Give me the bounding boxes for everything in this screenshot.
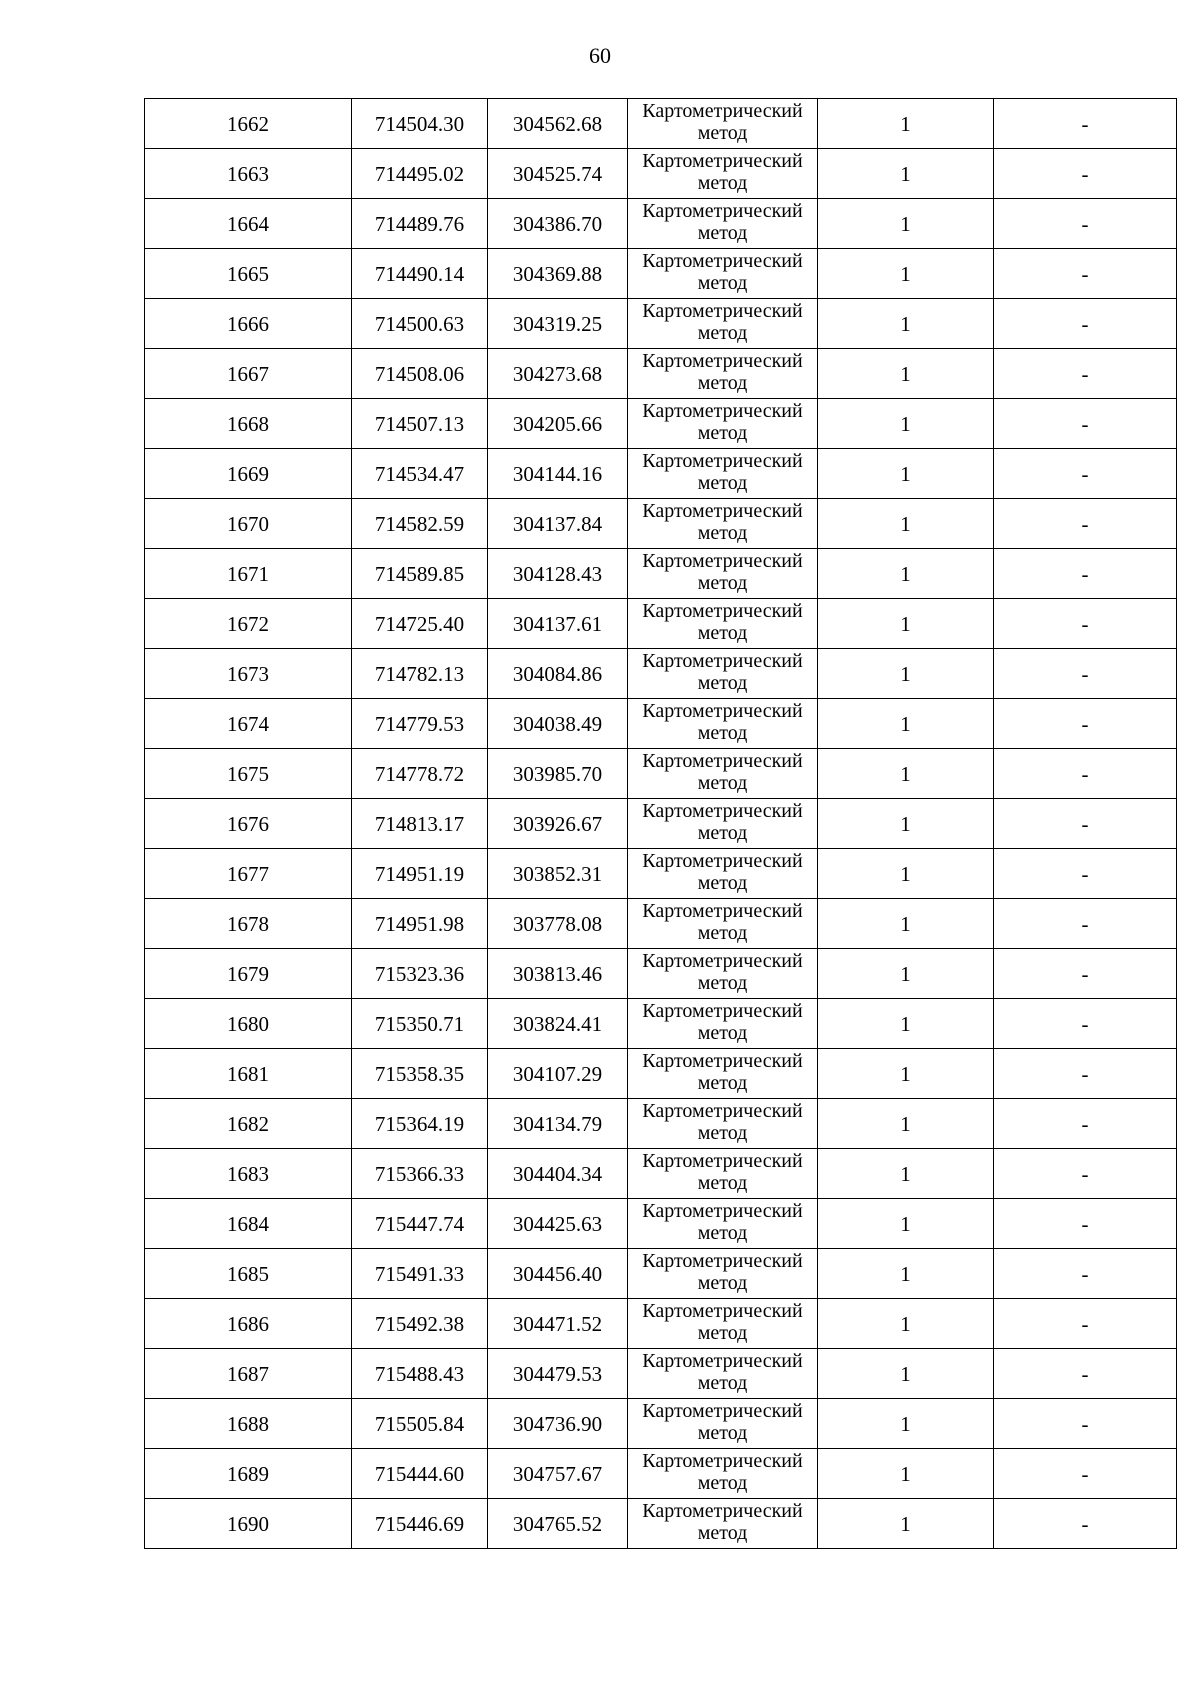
y-coordinate-cell: 304525.74 [488, 149, 628, 199]
x-coordinate-cell: 714490.14 [352, 249, 488, 299]
point-number-cell: 1690 [145, 1499, 352, 1549]
note-cell: - [994, 949, 1177, 999]
note-cell: - [994, 1049, 1177, 1099]
point-number-cell: 1670 [145, 499, 352, 549]
point-number-cell: 1683 [145, 1149, 352, 1199]
x-coordinate-cell: 715491.33 [352, 1249, 488, 1299]
point-number-cell: 1685 [145, 1249, 352, 1299]
note-cell: - [994, 449, 1177, 499]
x-coordinate-cell: 715488.43 [352, 1349, 488, 1399]
table-row [145, 1349, 1177, 1399]
accuracy-cell: 1 [818, 99, 994, 149]
note-cell: - [994, 799, 1177, 849]
x-coordinate-cell: 714951.98 [352, 899, 488, 949]
method-cell: Картометрический метод [628, 699, 818, 749]
method-cell: Картометрический метод [628, 449, 818, 499]
point-number-cell: 1669 [145, 449, 352, 499]
table-row [145, 249, 1177, 299]
note-cell: - [994, 149, 1177, 199]
table-row [145, 1449, 1177, 1499]
table-row [145, 499, 1177, 549]
point-number-cell: 1684 [145, 1199, 352, 1249]
method-cell: Картометрический метод [628, 149, 818, 199]
table-row [145, 1499, 1177, 1549]
table-row [145, 899, 1177, 949]
note-cell: - [994, 1399, 1177, 1449]
coordinates-table [144, 98, 1177, 1549]
table-row [145, 799, 1177, 849]
note-cell: - [994, 1499, 1177, 1549]
note-cell: - [994, 1199, 1177, 1249]
table-row [145, 999, 1177, 1049]
page-number: 60 [589, 43, 611, 68]
method-cell: Картометрический метод [628, 599, 818, 649]
method-cell: Картометрический метод [628, 99, 818, 149]
table-row [145, 949, 1177, 999]
method-cell: Картометрический метод [628, 1399, 818, 1449]
point-number-cell: 1688 [145, 1399, 352, 1449]
y-coordinate-cell: 304736.90 [488, 1399, 628, 1449]
accuracy-cell: 1 [818, 199, 994, 249]
note-cell: - [994, 399, 1177, 449]
table-row [145, 1299, 1177, 1349]
x-coordinate-cell: 715446.69 [352, 1499, 488, 1549]
point-number-cell: 1674 [145, 699, 352, 749]
y-coordinate-cell: 304134.79 [488, 1099, 628, 1149]
point-number-cell: 1678 [145, 899, 352, 949]
x-coordinate-cell: 715505.84 [352, 1399, 488, 1449]
x-coordinate-cell: 715364.19 [352, 1099, 488, 1149]
point-number-cell: 1673 [145, 649, 352, 699]
accuracy-cell: 1 [818, 749, 994, 799]
point-number-cell: 1668 [145, 399, 352, 449]
x-coordinate-cell: 715366.33 [352, 1149, 488, 1199]
method-cell: Картометрический метод [628, 749, 818, 799]
method-cell: Картометрический метод [628, 1199, 818, 1249]
point-number-cell: 1686 [145, 1299, 352, 1349]
y-coordinate-cell: 304137.61 [488, 599, 628, 649]
y-coordinate-cell: 304084.86 [488, 649, 628, 699]
point-number-cell: 1689 [145, 1449, 352, 1499]
table-row [145, 599, 1177, 649]
x-coordinate-cell: 715358.35 [352, 1049, 488, 1099]
accuracy-cell: 1 [818, 649, 994, 699]
note-cell: - [994, 1299, 1177, 1349]
table-row [145, 1099, 1177, 1149]
y-coordinate-cell: 304425.63 [488, 1199, 628, 1249]
coordinates-table-body [145, 99, 1177, 1549]
method-cell: Картометрический метод [628, 949, 818, 999]
note-cell: - [994, 99, 1177, 149]
method-cell: Картометрический метод [628, 499, 818, 549]
note-cell: - [994, 1449, 1177, 1499]
accuracy-cell: 1 [818, 999, 994, 1049]
point-number-cell: 1677 [145, 849, 352, 899]
table-row [145, 299, 1177, 349]
accuracy-cell: 1 [818, 899, 994, 949]
x-coordinate-cell: 714534.47 [352, 449, 488, 499]
table-row [145, 149, 1177, 199]
table-row [145, 1149, 1177, 1199]
x-coordinate-cell: 715350.71 [352, 999, 488, 1049]
accuracy-cell: 1 [818, 1499, 994, 1549]
point-number-cell: 1676 [145, 799, 352, 849]
x-coordinate-cell: 714778.72 [352, 749, 488, 799]
x-coordinate-cell: 714951.19 [352, 849, 488, 899]
method-cell: Картометрический метод [628, 199, 818, 249]
method-cell: Картометрический метод [628, 799, 818, 849]
method-cell: Картометрический метод [628, 849, 818, 899]
point-number-cell: 1665 [145, 249, 352, 299]
y-coordinate-cell: 304369.88 [488, 249, 628, 299]
table-row [145, 349, 1177, 399]
method-cell: Картометрический метод [628, 1049, 818, 1099]
accuracy-cell: 1 [818, 399, 994, 449]
point-number-cell: 1687 [145, 1349, 352, 1399]
method-cell: Картометрический метод [628, 649, 818, 699]
accuracy-cell: 1 [818, 449, 994, 499]
x-coordinate-cell: 715323.36 [352, 949, 488, 999]
point-number-cell: 1682 [145, 1099, 352, 1149]
y-coordinate-cell: 304038.49 [488, 699, 628, 749]
y-coordinate-cell: 304479.53 [488, 1349, 628, 1399]
note-cell: - [994, 199, 1177, 249]
x-coordinate-cell: 714504.30 [352, 99, 488, 149]
accuracy-cell: 1 [818, 849, 994, 899]
note-cell: - [994, 599, 1177, 649]
accuracy-cell: 1 [818, 249, 994, 299]
point-number-cell: 1671 [145, 549, 352, 599]
y-coordinate-cell: 304471.52 [488, 1299, 628, 1349]
y-coordinate-cell: 303813.46 [488, 949, 628, 999]
accuracy-cell: 1 [818, 349, 994, 399]
point-number-cell: 1664 [145, 199, 352, 249]
y-coordinate-cell: 304107.29 [488, 1049, 628, 1099]
x-coordinate-cell: 714507.13 [352, 399, 488, 449]
y-coordinate-cell: 303985.70 [488, 749, 628, 799]
accuracy-cell: 1 [818, 1449, 994, 1499]
note-cell: - [994, 849, 1177, 899]
accuracy-cell: 1 [818, 699, 994, 749]
x-coordinate-cell: 714495.02 [352, 149, 488, 199]
method-cell: Картометрический метод [628, 249, 818, 299]
note-cell: - [994, 249, 1177, 299]
accuracy-cell: 1 [818, 1149, 994, 1199]
note-cell: - [994, 349, 1177, 399]
accuracy-cell: 1 [818, 949, 994, 999]
y-coordinate-cell: 304456.40 [488, 1249, 628, 1299]
y-coordinate-cell: 304319.25 [488, 299, 628, 349]
point-number-cell: 1675 [145, 749, 352, 799]
method-cell: Картометрический метод [628, 299, 818, 349]
y-coordinate-cell: 304144.16 [488, 449, 628, 499]
point-number-cell: 1667 [145, 349, 352, 399]
y-coordinate-cell: 303778.08 [488, 899, 628, 949]
table-row [145, 1199, 1177, 1249]
method-cell: Картометрический метод [628, 349, 818, 399]
note-cell: - [994, 549, 1177, 599]
point-number-cell: 1680 [145, 999, 352, 1049]
y-coordinate-cell: 304205.66 [488, 399, 628, 449]
note-cell: - [994, 1149, 1177, 1199]
note-cell: - [994, 299, 1177, 349]
table-row [145, 99, 1177, 149]
y-coordinate-cell: 304765.52 [488, 1499, 628, 1549]
y-coordinate-cell: 304137.84 [488, 499, 628, 549]
y-coordinate-cell: 303852.31 [488, 849, 628, 899]
accuracy-cell: 1 [818, 1099, 994, 1149]
point-number-cell: 1679 [145, 949, 352, 999]
accuracy-cell: 1 [818, 1049, 994, 1099]
table-row [145, 549, 1177, 599]
method-cell: Картометрический метод [628, 1249, 818, 1299]
accuracy-cell: 1 [818, 1199, 994, 1249]
note-cell: - [994, 1249, 1177, 1299]
table-row [145, 699, 1177, 749]
method-cell: Картометрический метод [628, 549, 818, 599]
accuracy-cell: 1 [818, 1299, 994, 1349]
accuracy-cell: 1 [818, 149, 994, 199]
point-number-cell: 1666 [145, 299, 352, 349]
table-row [145, 1399, 1177, 1449]
method-cell: Картометрический метод [628, 1499, 818, 1549]
x-coordinate-cell: 714489.76 [352, 199, 488, 249]
table-row [145, 649, 1177, 699]
table-row [145, 849, 1177, 899]
x-coordinate-cell: 714500.63 [352, 299, 488, 349]
method-cell: Картометрический метод [628, 1299, 818, 1349]
x-coordinate-cell: 714782.13 [352, 649, 488, 699]
x-coordinate-cell: 714589.85 [352, 549, 488, 599]
point-number-cell: 1663 [145, 149, 352, 199]
point-number-cell: 1662 [145, 99, 352, 149]
note-cell: - [994, 699, 1177, 749]
method-cell: Картометрический метод [628, 1099, 818, 1149]
method-cell: Картометрический метод [628, 399, 818, 449]
note-cell: - [994, 1349, 1177, 1399]
note-cell: - [994, 499, 1177, 549]
accuracy-cell: 1 [818, 1249, 994, 1299]
method-cell: Картометрический метод [628, 1449, 818, 1499]
x-coordinate-cell: 714508.06 [352, 349, 488, 399]
x-coordinate-cell: 714779.53 [352, 699, 488, 749]
accuracy-cell: 1 [818, 499, 994, 549]
point-number-cell: 1672 [145, 599, 352, 649]
note-cell: - [994, 899, 1177, 949]
y-coordinate-cell: 304562.68 [488, 99, 628, 149]
note-cell: - [994, 649, 1177, 699]
x-coordinate-cell: 715447.74 [352, 1199, 488, 1249]
table-row [145, 399, 1177, 449]
y-coordinate-cell: 304273.68 [488, 349, 628, 399]
x-coordinate-cell: 714582.59 [352, 499, 488, 549]
note-cell: - [994, 1099, 1177, 1149]
x-coordinate-cell: 715492.38 [352, 1299, 488, 1349]
method-cell: Картометрический метод [628, 999, 818, 1049]
note-cell: - [994, 749, 1177, 799]
table-row [145, 449, 1177, 499]
accuracy-cell: 1 [818, 549, 994, 599]
method-cell: Картометрический метод [628, 1349, 818, 1399]
y-coordinate-cell: 304404.34 [488, 1149, 628, 1199]
x-coordinate-cell: 714813.17 [352, 799, 488, 849]
method-cell: Картометрический метод [628, 899, 818, 949]
accuracy-cell: 1 [818, 1349, 994, 1399]
table-row [145, 1049, 1177, 1099]
point-number-cell: 1681 [145, 1049, 352, 1099]
table-row [145, 199, 1177, 249]
accuracy-cell: 1 [818, 299, 994, 349]
accuracy-cell: 1 [818, 1399, 994, 1449]
y-coordinate-cell: 303824.41 [488, 999, 628, 1049]
accuracy-cell: 1 [818, 599, 994, 649]
note-cell: - [994, 999, 1177, 1049]
accuracy-cell: 1 [818, 799, 994, 849]
x-coordinate-cell: 715444.60 [352, 1449, 488, 1499]
method-cell: Картометрический метод [628, 1149, 818, 1199]
y-coordinate-cell: 304128.43 [488, 549, 628, 599]
y-coordinate-cell: 304757.67 [488, 1449, 628, 1499]
table-row [145, 1249, 1177, 1299]
y-coordinate-cell: 304386.70 [488, 199, 628, 249]
y-coordinate-cell: 303926.67 [488, 799, 628, 849]
table-row [145, 749, 1177, 799]
x-coordinate-cell: 714725.40 [352, 599, 488, 649]
